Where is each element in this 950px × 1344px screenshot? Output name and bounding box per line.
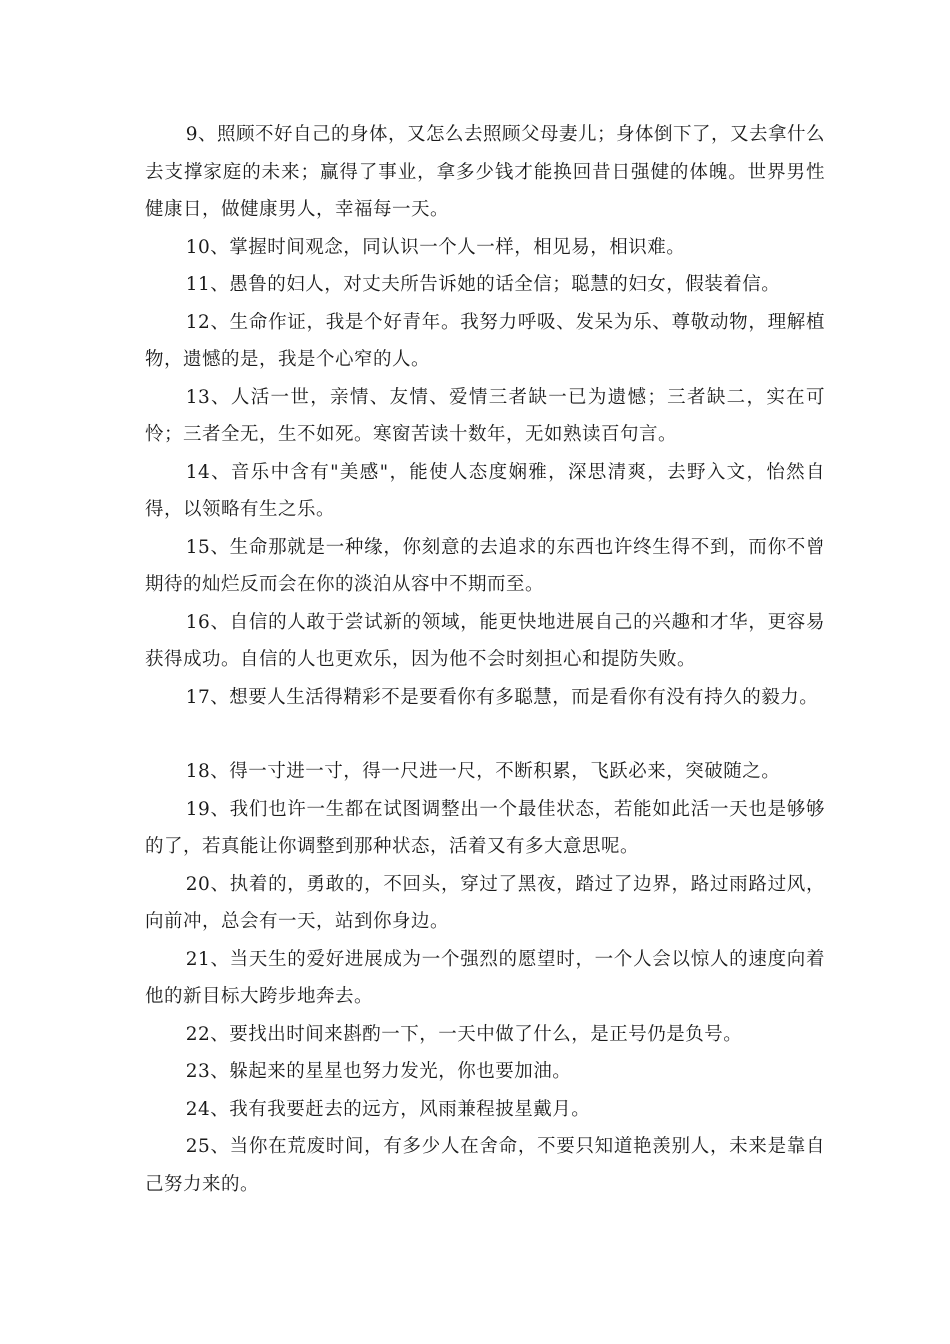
paragraph-18: 18、得一寸进一寸，得一尺进一尺，不断积累，飞跃必来，突破随之。	[185, 761, 781, 782]
paragraph-16: 16、自信的人敢于尝试新的领域，能更快地进展自己的兴趣和才华，更容易获得成功。自信的人也更欢乐，因为他不会时刻担心和提防失败。	[145, 611, 825, 670]
paragraph-11: 11、愚鲁的妇人，对丈夫所告诉她的话全信；聪慧的妇女，假装着信。	[185, 274, 781, 295]
paragraph-22: 22、要找出时间来斟酌一下，一天中做了什么，是正号仍是负号。	[185, 1023, 743, 1045]
paragraph-19: 19、我们也许一生都在试图调整出一个最佳状态，若能如此活一天也是够够的了，若真能让你调整到那种状态，活着又有多大意思呢。	[145, 798, 825, 857]
document-body	[145, 116, 825, 1203]
paragraph-21: 21、当天生的爱好进展成为一个强烈的愿望时，一个人会以惊人的速度向着他的新目标大跨步地奔去。	[145, 948, 825, 1007]
paragraph-20: 20、执着的，勇敢的，不回头，穿过了黑夜，踏过了边界，路过雨路过风，向前冲，总会有一天，站到你身边。	[145, 873, 825, 932]
paragraph-15: 15、生命那就是一种缘，你刻意的去追求的东西也许终生得不到，而你不曾期待的灿烂反而会在你的淡泊从容中不期而至。	[145, 536, 825, 595]
paragraph-spacer	[145, 716, 825, 753]
paragraph-10: 10、掌握时间观念，同认识一个人一样，相见易，相识难。	[185, 236, 686, 258]
paragraph-24: 24、我有我要赶去的远方，风雨兼程披星戴月。	[185, 1098, 591, 1120]
paragraph-17: 17、想要人生活得精彩不是要看你有多聪慧，而是看你有没有持久的毅力。	[185, 686, 819, 708]
paragraph-14: 14、音乐中含有"美感"，能使人态度娴雅，深思清爽，去野入文，怡然自得，以领略有生之乐。	[145, 461, 825, 520]
paragraph-12: 12、生命作证，我是个好青年。我努力呼吸、发呆为乐、尊敬动物，理解植物，遗憾的是，我是个心窄的人。	[145, 311, 825, 370]
paragraph-9: 9、照顾不好自己的身体，又怎么去照顾父母妻儿；身体倒下了，又去拿什么去支撑家庭的未来；赢得了事业，拿多少钱才能换回昔日强健的体魄。世界男性健康日，做健康男人，幸福每一天。	[145, 124, 825, 220]
paragraph-13: 13、人活一世，亲情、友情、爱情三者缺一已为遗憾；三者缺二，实在可怜；三者全无，生不如死。寒窗苦读十数年，无如熟读百句言。	[145, 386, 825, 445]
paragraph-25: 25、当你在荒废时间，有多少人在舍命，不要只知道艳羡别人，未来是靠自己努力来的。	[145, 1136, 825, 1195]
paragraph-23: 23、躲起来的星星也努力发光，你也要加油。	[185, 1061, 572, 1082]
